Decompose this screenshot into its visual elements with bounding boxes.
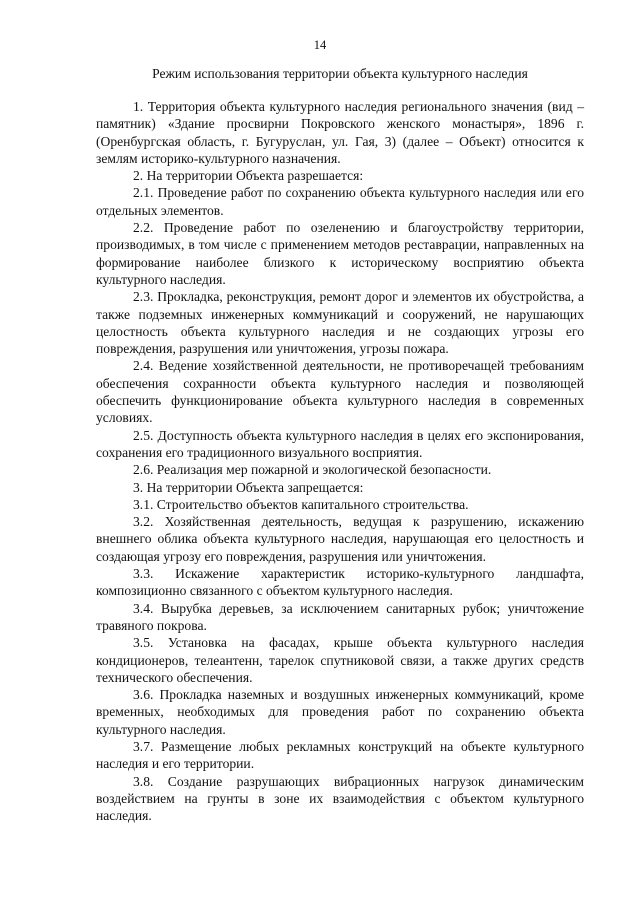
paragraph: 3. На территории Объекта запрещается: (133, 479, 364, 495)
document-body (96, 98, 584, 824)
paragraph: 3.4. Вырубка деревьев, за исключением санитарных рубок; уничтожение травяного покрова. (96, 600, 584, 633)
paragraph: 2.6. Реализация мер пожарной и экологической безопасности. (133, 462, 492, 478)
paragraph: 2.3. Прокладка, реконструкция, ремонт дорог и элементов их обустройства, а также подземных инженерных коммуникаций и сооружений, не нарушающих целостность объекта культурного наследия и не создающих угрозы его повреждения, разрушения или уничтожения, угрозы пожара. (96, 289, 584, 357)
paragraph: 3.2. Хозяйственная деятельность, ведущая к разрушению, искажению внешнего облика объекта культурного наследия, нарушающая его целостность и создающая угрозу его повреждения, разрушения или уничтожения. (96, 514, 584, 564)
paragraph: 3.8. Создание разрушающих вибрационных нагрузок динамическим воздействием на грунты в зоне их взаимодействия с объектом культурного наследия. (96, 773, 584, 824)
page-title: Режим использования территории объекта культурного наследия (152, 66, 528, 81)
paragraph: 3.3. Искажение характеристик историко-культурного ландшафта, композиционно связанного с объектом культурного наследия. (96, 566, 584, 599)
paragraph: 3.6. Прокладка наземных и воздушных инженерных коммуникаций, кроме временных, необходимых для проведения работ по сохранению объекта культурного наследия. (96, 687, 584, 737)
paragraph: 1. Территория объекта культурного наследия регионального значения (вид – памятник) «Здание просвирни Покровского женского монастыря», 1896 г. (Оренбургская область, г. Бугуруслан, ул. Гая, 3) (далее – Объект) относится к землям историко-культурного назначения. (96, 99, 584, 166)
paragraph: 3.1. Строительство объектов капитального строительства. (133, 496, 469, 512)
paragraph: 3.5. Установка на фасадах, крыше объекта культурного наследия кондиционеров, телеантенн, тарелок спутниковой связи, а также других средств технического обеспечения. (96, 635, 584, 685)
paragraph: 2.1. Проведение работ по сохранению объекта культурного наследия или его отдельных элементов. (96, 185, 584, 218)
paragraph: 2.4. Ведение хозяйственной деятельности, не противоречащей требованиям обеспечения сохранности объекта культурного наследия и позволяющей обеспечить функционирование объекта культурного наследия в современных условиях. (96, 358, 584, 426)
paragraph: 2.5. Доступность объекта культурного наследия в целях его экспонирования, сохранения его традиционного визуального восприятия. (96, 427, 584, 460)
paragraph: 2.2. Проведение работ по озеленению и благоустройству территории, производимых, в том числе с применением методов реставрации, направленных на формирование наиболее близкого к историческому восприятию объекта культурного наследия. (96, 220, 584, 287)
page-number: 14 (313, 38, 327, 52)
paragraph: 2. На территории Объекта разрешается: (133, 168, 364, 184)
paragraph: 3.7. Размещение любых рекламных конструкций на объекте культурного наследия и его территории. (96, 738, 584, 772)
